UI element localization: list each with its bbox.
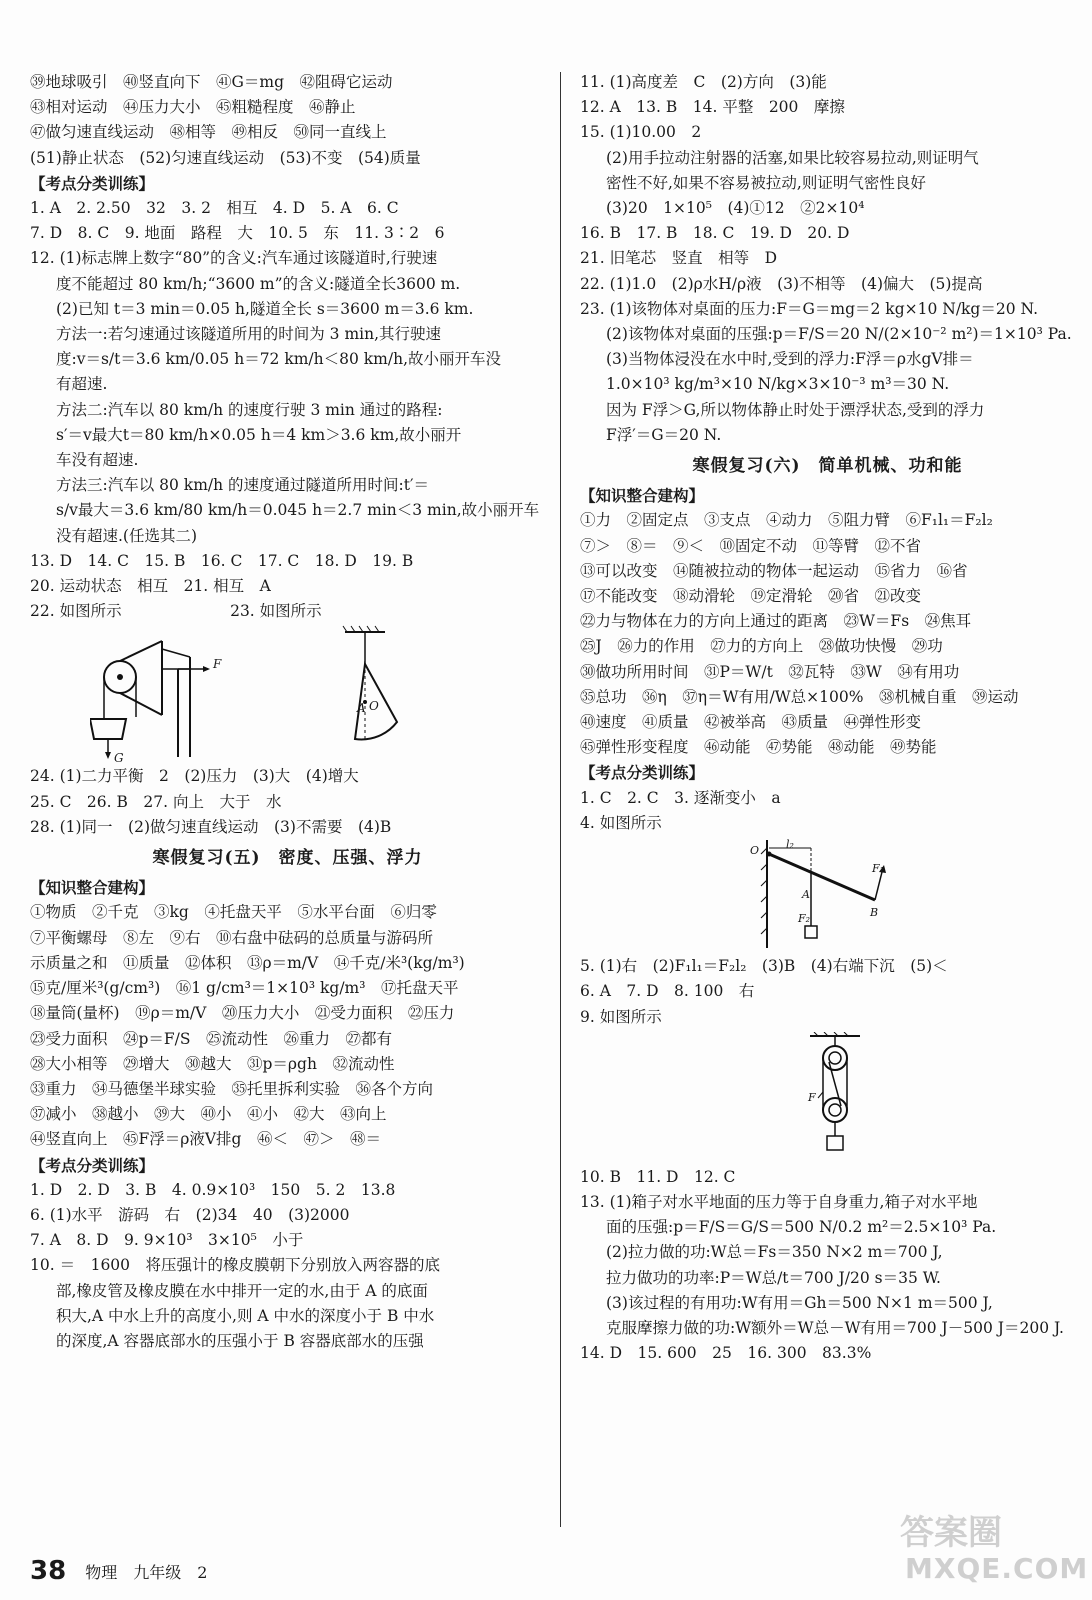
answer-line: (3)当物体浸没在水中时,受到的浮力:F浮＝ρ水gV排＝ [606,350,974,369]
answer-line: ㉟总功 ㊱η ㊲η＝W有用/W总×100% ㊳机械自重 ㊴运动 [580,687,1019,706]
answer-line: 度:v＝s/t＝3.6 km/0.05 h＝72 km/h＜80 km/h,故小丽开车没 [56,350,502,369]
hanging-arc-diagram [325,624,425,759]
answer-line: ㊲减小 ㊳越小 ㊴大 ㊵小 ㊶小 ㊷大 ㊸向上 [30,1105,387,1124]
answer-line: 没有超速.(任选其二) [56,526,198,545]
answer-line: 的深度,A 容器底部水的压强小于 B 容器底部水的压强 [56,1331,424,1350]
label-a: A [357,701,366,716]
answer-line: 克服摩擦力做的功:W额外＝W总－W有用＝700 J－500 J＝200 J. [606,1318,1064,1337]
answer-line: 13. D 14. C 15. B 16. C 17. C 18. D 19. B [30,551,414,570]
label-o: O [750,844,760,858]
answer-line: s′＝v最大t＝80 km/h×0.05 h＝4 km＞3.6 km,故小丽开 [56,425,462,444]
label-g: G [114,751,124,766]
label-f2: F₂ [798,912,811,926]
answer-line: 7. D 8. C 9. 地面 路程 大 10. 5 东 11. 3∶2 6 [30,224,445,243]
answer-line: ⑮克/厘米³(g/cm³) ⑯1 g/cm³＝1×10³ kg/m³ ⑰托盘天平 [30,979,459,998]
page-footer [30,1556,207,1586]
label-a: A [802,888,810,902]
answer-line: 6. A 7. D 8. 100 右 [580,982,755,1001]
answer-line: 12. A 13. B 14. 平整 200 摩擦 [580,98,845,117]
answer-line: 示质量之和 ⑪质量 ⑫体积 ⑬ρ＝m/V ⑭千克/米³(kg/m³) [30,953,465,972]
answer-line: s/v最大＝3.6 km/80 km/h＝0.045 h＝2.7 min＜3 min,故小丽开车 [56,501,540,520]
answer-line: ㊵速度 ㊶质量 ㊷被举高 ㊸质量 ㊹弹性形变 [580,713,922,732]
footer-subject: 物理 九年级 2 [85,1562,208,1582]
answer-line: ㊺弹性形变程度 ㊻动能 ㊼势能 ㊽动能 ㊾势能 [580,738,937,757]
pulley-frame-diagram [90,629,230,759]
label-f1: F₁ [872,862,885,876]
answer-line: 13. (1)箱子对水平地面的压力等于自身重力,箱子对水平地 [580,1192,978,1211]
answer-line: 16. B 17. B 18. C 19. D 20. D [580,224,850,243]
answer-line: 积大,A 中水上升的高度小,则 A 中水的深度小于 B 中水 [56,1306,435,1325]
label-o: O [369,699,379,714]
label-l2: l₂ [786,838,794,852]
answer-line: ㊸相对运动 ㊹压力大小 ㊺粗糙程度 ㊻静止 [30,98,356,117]
answer-line: ㉓受力面积 ㉔p＝F/S ㉕流动性 ㉖重力 ㉗都有 [30,1029,393,1048]
watermark-url: MXQE.COM [905,1552,1089,1585]
answer-line: 23. (1)该物体对桌面的压力:F＝G＝mg＝2 kg×10 N/kg＝20 N. [580,299,1039,318]
answer-line: 面的压强:p＝F/S＝G/S＝500 N/0.2 m²＝2.5×10³ Pa. [606,1218,997,1237]
answer-line: (51)静止状态 (52)匀速直线运动 (53)不变 (54)质量 [30,148,421,167]
answer-line: (3)20 1×10⁵ (4)①12 ②2×10⁴ [606,199,865,218]
label-b: B [870,906,879,920]
answer-line: 20. 运动状态 相互 21. 相互 A [30,577,271,596]
lever-diagram [755,838,895,950]
answer-line: 方法二:汽车以 80 km/h 的速度行驶 3 min 通过的路程: [56,400,443,419]
section-heading: 【知识整合建构】 [580,486,705,506]
answer-line: 24. (1)二力平衡 2 (2)压力 (3)大 (4)增大 [30,767,359,786]
answer-line: 15. (1)10.00 2 [580,123,702,142]
answer-line: ①力 ②固定点 ③支点 ④动力 ⑤阻力臂 ⑥F₁l₁＝F₂l₂ [580,511,993,530]
answer-line: ㉚做功所用时间 ㉛P＝W/t ㉜瓦特 ㉝W ㉞有用功 [580,662,960,681]
answer-line: ⑦平衡螺母 ⑧左 ⑨右 ⑩右盘中砝码的总质量与游码所 [30,928,434,947]
answer-line: 部,橡皮管及橡皮膜在水中排开一定的水,由于 A 的底面 [56,1281,428,1300]
answer-line: 12. (1)标志牌上数字“80”的含义:汽车通过该隧道时,行驶速 [30,249,438,268]
answer-line: 22. (1)1.0 (2)ρ水H/ρ液 (3)不相等 (4)偏大 (5)提高 [580,274,983,293]
answer-line: ㊹竖直向上 ㊺F浮＝ρ液V排g ㊻＜ ㊼＞ ㊽＝ [30,1130,381,1149]
answer-line: ㊼做匀速直线运动 ㊽相等 ㊾相反 ㊿同一直线上 [30,123,387,142]
figure-4-lever [580,836,1075,954]
label-f: F [808,1090,816,1104]
answer-line: 度不能超过 80 km/h;“3600 m”的含义:隧道全长3600 m. [56,274,461,293]
answer-line: ㉒力与物体在力的方向上通过的距离 ㉓W＝Fs ㉔焦耳 [580,612,972,631]
answer-line: 1. C 2. C 3. 逐渐变小 a [580,788,781,807]
section-heading: 【考点分类训练】 [30,173,155,193]
answer-line: (3)该过程的有用功:W有用＝Gh＝500 N×1 m＝500 J, [606,1293,993,1312]
answer-line: 密性不好,如果不容易被拉动,则证明气密性良好 [606,173,926,192]
watermark-logo: 答案圈 [900,1513,1002,1553]
answer-line: (2)用手拉动注射器的活塞,如果比较容易拉动,则证明气 [606,148,979,167]
figure-9-pulley [580,1030,1075,1165]
section-heading: 【考点分类训练】 [30,1155,155,1175]
answer-line: 21. 旧笔芯 竖直 相等 D [580,249,778,268]
answer-line: 5. (1)右 (2)F₁l₁＝F₂l₂ (3)B (4)右端下沉 (5)＜ [580,957,948,976]
answer-line: (2)拉力做的功:W总＝Fs＝350 N×2 m＝700 J, [606,1243,943,1262]
page-number: 38 [30,1556,67,1586]
section-heading: 【考点分类训练】 [580,763,705,783]
answer-line: 1.0×10³ kg/m³×10 N/kg×3×10⁻³ m³＝30 N. [606,375,950,394]
answer-line: ㊴地球吸引 ㊵竖直向下 ㊶G＝mg ㊷阻碍它运动 [30,73,393,91]
answer-line: (2)该物体对桌面的压强:p＝F/S＝20 N/(2×10⁻² m²)＝1×10³ Pa. [606,325,1072,344]
column-divider [560,72,561,1527]
figures-22-23 [30,624,545,764]
answer-line: 11. (1)高度差 C (2)方向 (3)能 [580,73,827,91]
answer-line: (2)已知 t＝3 min＝0.05 h,隧道全长 s＝3600 m＝3.6 km. [56,299,474,318]
left-column [30,70,545,1354]
section-heading: 【知识整合建构】 [30,878,155,898]
answer-line: 6. (1)水平 游码 右 (2)34 40 (3)2000 [30,1205,350,1224]
answer-line: 车没有超速. [56,451,139,470]
answer-line: 28. (1)同一 (2)做匀速直线运动 (3)不需要 (4)B [30,817,392,836]
answer-line: ⑱量筒(量杯) ⑲ρ＝m/V ⑳压力大小 ㉑受力面积 ㉒压力 [30,1004,455,1023]
answer-line: 14. D 15. 600 25 16. 300 83.3% [580,1344,872,1363]
answer-line: ㉝重力 ㉞马德堡半球实验 ㉟托里拆利实验 ㊱各个方向 [30,1079,434,1098]
answer-line: ①物质 ②千克 ③kg ④托盘天平 ⑤水平台面 ⑥归零 [30,903,437,922]
answer-line: 因为 F浮＞G,所以物体静止时处于漂浮状态,受到的浮力 [606,400,985,419]
answer-line: F浮′＝G＝20 N. [606,425,722,444]
answer-line: 10. ＝ 1600 将压强计的橡皮膜朝下分别放入两容器的底 [30,1256,441,1275]
answer-line: ㉕J ㉖力的作用 ㉗力的方向上 ㉘做功快慢 ㉙功 [580,637,943,656]
answer-line: 1. A 2. 2.50 32 3. 2 相互 4. D 5. A 6. C [30,199,399,218]
answer-line: 方法一:若匀速通过该隧道所用的时间为 3 min,其行驶速 [56,325,442,344]
answer-line: ㉘大小相等 ㉙增大 ㉚越大 ㉛p＝ρgh ㉜流动性 [30,1054,395,1073]
right-column [580,70,1075,1366]
answer-line: 4. 如图所示 [580,813,662,832]
answer-line: ⑬可以改变 ⑭随被拉动的物体一起运动 ⑮省力 ⑯省 [580,561,968,580]
answer-line: 9. 如图所示 [580,1007,662,1026]
answer-line: 拉力做功的功率:P＝W总/t＝700 J/20 s＝35 W. [606,1268,941,1287]
answer-line: ⑦＞ ⑧＝ ⑨＜ ⑩固定不动 ⑪等臂 ⑫不省 [580,536,922,555]
section-title: 寒假复习(六) 简单机械、功和能 [692,456,963,477]
answer-line: 25. C 26. B 27. 向上 大于 水 [30,792,282,811]
answer-line: 方法三:汽车以 80 km/h 的速度通过隧道所用时间:t′＝ [56,476,429,495]
answer-line: 1. D 2. D 3. B 4. 0.9×10³ 150 5. 2 13.8 [30,1180,396,1199]
answer-line: 10. B 11. D 12. C [580,1167,736,1186]
answer-line: 7. A 8. D 9. 9×10³ 3×10⁵ 小于 [30,1231,304,1250]
answer-line: 22. 如图所示 23. 如图所示 [30,602,322,621]
section-title: 寒假复习(五) 密度、压强、浮力 [152,848,423,869]
answer-line: 有超速. [56,375,108,394]
label-f: F [213,657,222,672]
answer-line: ⑰不能改变 ⑱动滑轮 ⑲定滑轮 ⑳省 ㉑改变 [580,587,922,606]
